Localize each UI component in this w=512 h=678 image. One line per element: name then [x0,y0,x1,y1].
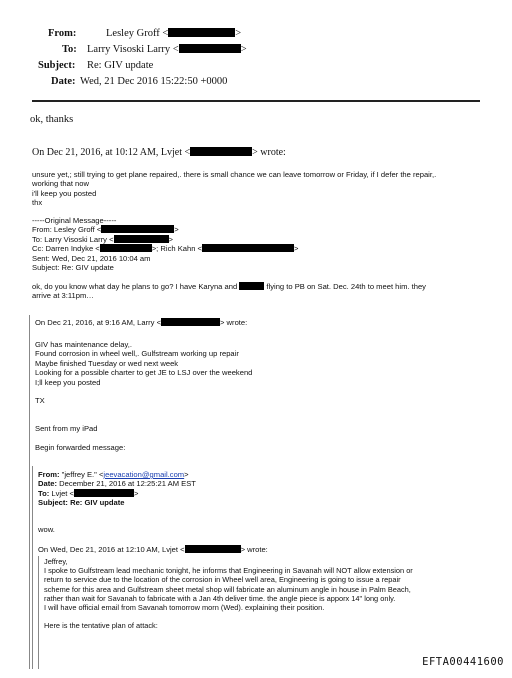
redaction [100,244,152,252]
header-from-row [0,28,260,44]
fwd-line: I will have official email from Savanah tomorrow morn (Wed). explaining their position. [44,603,325,612]
header-date-value: Wed, 21 Dec 2016 15:22:50 +0000 [80,76,228,87]
quote2-line: I;ll keep you posted [35,377,101,387]
fwd-from: From: "jeffrey E." <jeevacation@gmail.com> [38,470,189,479]
original-to: To: Larry Visoski Larry < > [32,234,173,244]
redaction [114,235,169,243]
fwd-date: Date: December 21, 2016 at 12:25:21 AM EST [38,479,196,489]
original-sent: Sent: Wed, Dec 21, 2016 10:04 am [32,253,151,263]
original-body: ok, do you know what day he plans to go? I have Karyna and flying to PB on Sat. Dec. 24th to meet him. they [32,282,426,291]
header-subject-label: Subject: [38,60,76,71]
header-date-label: Date: [51,76,76,87]
reply-text: ok, thanks [30,114,74,125]
document-id: EFTA00441600 [422,656,504,668]
header-from-value: Lesley Groff < > [106,28,242,39]
redaction [179,44,241,53]
header-to-row [0,44,260,60]
quote2-line: Found corrosion in wheel well,. Gulfstream working up repair [35,349,239,359]
quote1-line: thx [32,198,43,208]
fwd-intro: On Wed, Dec 21, 2016 at 12:10 AM, Lvjet < > wrote: [38,545,268,554]
quote1-line: unsure yet,; still trying to get plane repaired,. there is small chance we can leave tomorrow or Friday, if I defer the repair,. [32,170,437,179]
header-from-label: From: [48,28,77,39]
quote2-line: Maybe finished Tuesday or wed next week [35,358,179,368]
fwd-line: I spoke to Gulfstream lead mechanic tonight, he informs that Engineering in Savanah will NOT allow extension or [44,566,413,576]
fwd-to: To: Lvjet < > [38,488,139,498]
redaction [202,244,294,252]
fwd-line: return to service due to the location of the corrosion in Wheel well area, Engineering is going to issue a repair [44,575,401,585]
original-from: From: Lesley Groff < > [32,225,179,235]
fwd-subject: Subject: Re: GIV update [38,498,125,508]
quote1-line: i'll keep you posted [32,188,97,198]
fwd-wow: wow. [38,525,55,534]
quote-bar [38,556,39,669]
fwd-line: scheme for this area and Gulfstream sheet metal shop will fabricate an aluminum angle in house in Palm Beach, [44,584,411,594]
header-divider [32,100,480,102]
quote2-tx: TX [35,396,45,405]
redaction [239,282,264,290]
begin-forwarded: Begin forwarded message: [35,443,126,452]
quote-bar [32,466,33,669]
fwd-line: rather than wait for Savanah to fabricate with a Jan 4th deliver time. the angle piece is apporx 14" long only. [44,593,396,603]
redaction [101,225,174,233]
quote2-line: Looking for a possible charter to get JE to LSJ over the weekend [35,368,253,378]
original-cc: Cc: Darren Indyke < >; Rich Kahn < > [32,244,299,254]
header-date-row [0,76,260,92]
quote2-intro: On Dec 21, 2016, at 9:16 AM, Larry < > wrote: [35,318,248,327]
redaction [185,545,241,553]
header-subject-value: Re: GIV update [87,60,154,71]
original-body: arrive at 3:11pm… [32,291,94,301]
redaction [190,147,252,156]
quote-bar [29,315,30,669]
header-to-value: Larry Visoski Larry < > [87,44,247,55]
fwd-plan: Here is the tentative plan of attack: [44,621,158,630]
quote1-intro: On Dec 21, 2016, at 10:12 AM, Lvjet < > wrote: [32,147,286,158]
email-link[interactable]: jeevacation@gmail.com [103,470,185,479]
quote2-line: GIV has maintenance delay,. [35,340,132,349]
redaction [74,489,134,497]
header-subject-row [0,60,260,76]
redaction [161,318,220,326]
original-subject: Subject: Re: GIV update [32,263,114,272]
fwd-line: Jeffrey, [44,557,68,566]
header-to-label: To: [62,44,77,55]
quote1-line: working that now [32,179,89,189]
sent-from-ipad: Sent from my iPad [35,424,98,433]
email-header [0,28,260,92]
original-divider: -----Original Message----- [32,216,117,225]
redaction [168,28,235,37]
